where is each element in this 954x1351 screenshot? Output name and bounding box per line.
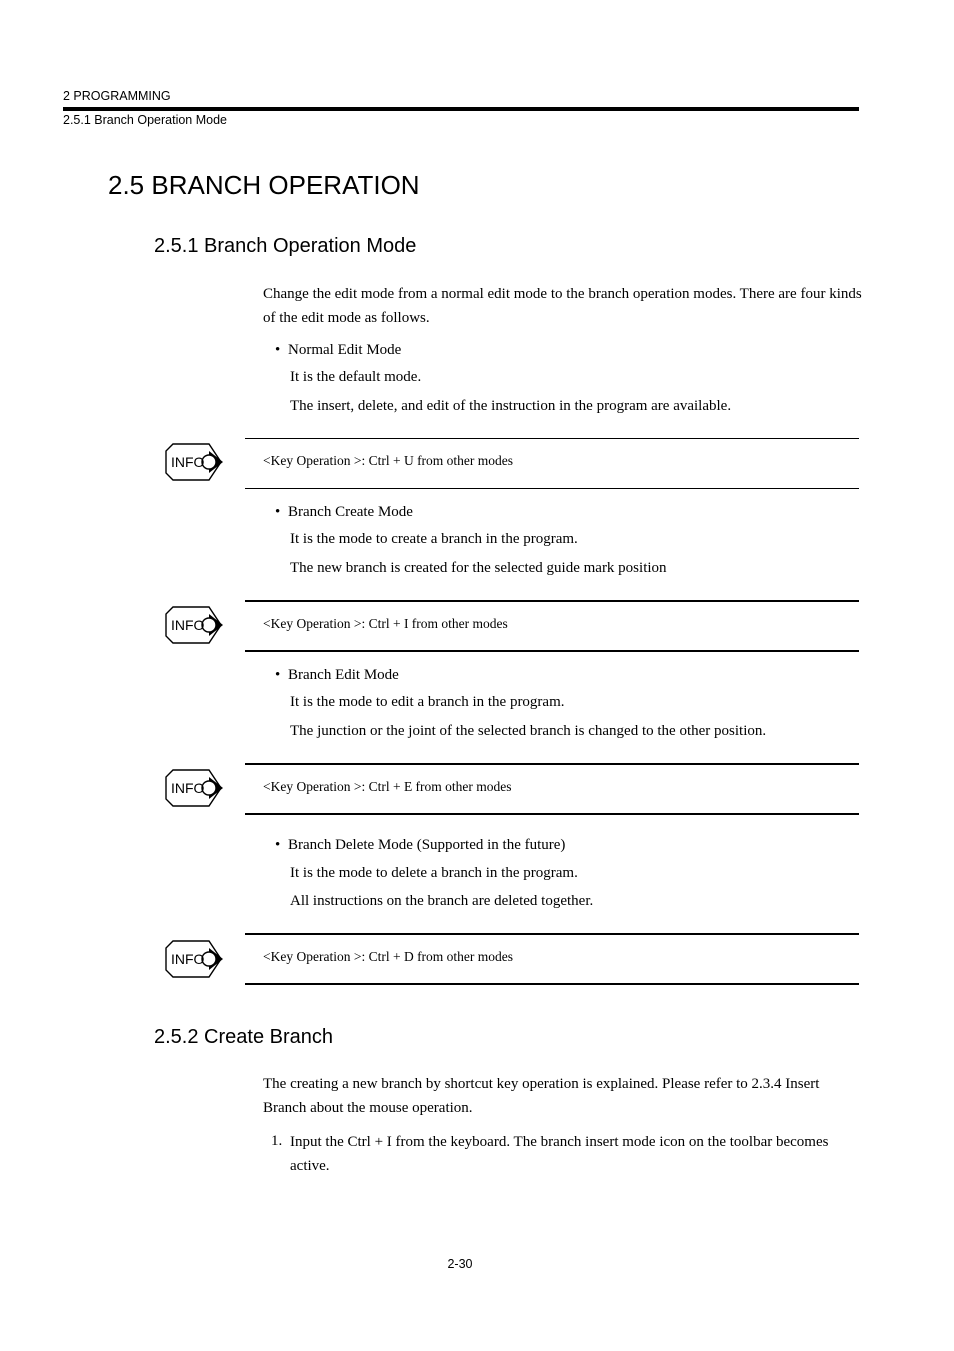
mode-label: Normal Edit Mode	[288, 342, 402, 358]
mode-branch-create	[275, 504, 413, 521]
info-pointer-icon	[165, 769, 229, 807]
info-rule-bottom	[245, 813, 859, 815]
bullet-dot: •	[275, 667, 281, 683]
mode-description: It is the mode to edit a branch in the program.	[290, 694, 565, 710]
mode-branch-edit	[275, 667, 399, 684]
step-text: Input the Ctrl + I from the keyboard. The branch insert mode icon on the toolbar becomes active.	[290, 1134, 829, 1174]
mode-label: Branch Delete Mode (Supported in the future)	[288, 837, 566, 853]
running-header-chapter: 2 PROGRAMMING	[63, 89, 171, 103]
info-icon-label: INFO	[171, 951, 205, 967]
info-pointer-icon	[165, 606, 229, 644]
mode-description: It is the default mode.	[290, 369, 422, 385]
mode-description: It is the mode to delete a branch in the program.	[290, 865, 578, 881]
info-rule-bottom	[245, 983, 859, 985]
info-key-operation: <Key Operation >: Ctrl + I from other modes	[263, 616, 508, 631]
page-number: 2-30	[447, 1257, 473, 1271]
info-pointer-icon	[165, 940, 229, 978]
header-rule	[63, 107, 859, 111]
bullet-dot: •	[275, 504, 281, 520]
info-rule-top	[245, 438, 859, 439]
info-rule-bottom	[245, 650, 859, 652]
mode-label: Branch Edit Mode	[288, 667, 399, 683]
info-rule-top	[245, 600, 859, 602]
mode-description: It is the mode to create a branch in the program.	[290, 531, 578, 547]
info-icon-label: INFO	[171, 454, 205, 470]
section-heading-2-5-2: 2.5.2 Create Branch	[154, 1026, 333, 1048]
info-key-operation: <Key Operation >: Ctrl + U from other modes	[263, 453, 514, 468]
mode-description: The new branch is created for the selected guide mark position	[290, 560, 667, 576]
mode-description: The insert, delete, and edit of the instruction in the program are available.	[290, 398, 732, 414]
mode-description: All instructions on the branch are deleted together.	[290, 893, 594, 909]
bullet-dot: •	[275, 837, 281, 853]
info-pointer-icon	[165, 443, 229, 481]
page-title: 2.5 BRANCH OPERATION	[108, 170, 420, 200]
info-key-operation: <Key Operation >: Ctrl + D from other modes	[263, 949, 514, 964]
step-number: 1.	[271, 1133, 283, 1149]
mode-description: The junction or the joint of the selected branch is changed to the other position.	[290, 723, 767, 739]
info-icon-label: INFO	[171, 780, 205, 796]
intro-paragraph: Change the edit mode from a normal edit mode to the branch operation modes. There are four kinds of the edit mode as follows.	[263, 286, 862, 326]
info-icon-label: INFO	[171, 617, 205, 633]
info-rule-top	[245, 933, 859, 935]
info-rule-top	[245, 763, 859, 765]
info-key-operation: <Key Operation >: Ctrl + E from other modes	[263, 779, 512, 794]
info-rule-bottom	[245, 488, 859, 489]
mode-normal-edit	[275, 342, 401, 359]
mode-label: Branch Create Mode	[288, 504, 413, 520]
bullet-dot: •	[275, 342, 281, 358]
mode-branch-delete	[275, 837, 565, 854]
running-header-section: 2.5.1 Branch Operation Mode	[63, 113, 227, 127]
create-branch-intro: The creating a new branch by shortcut key operation is explained. Please refer to 2.3.4 Insert Branch about the mouse operation.	[263, 1076, 820, 1116]
section-heading-2-5-1: 2.5.1 Branch Operation Mode	[154, 235, 417, 257]
